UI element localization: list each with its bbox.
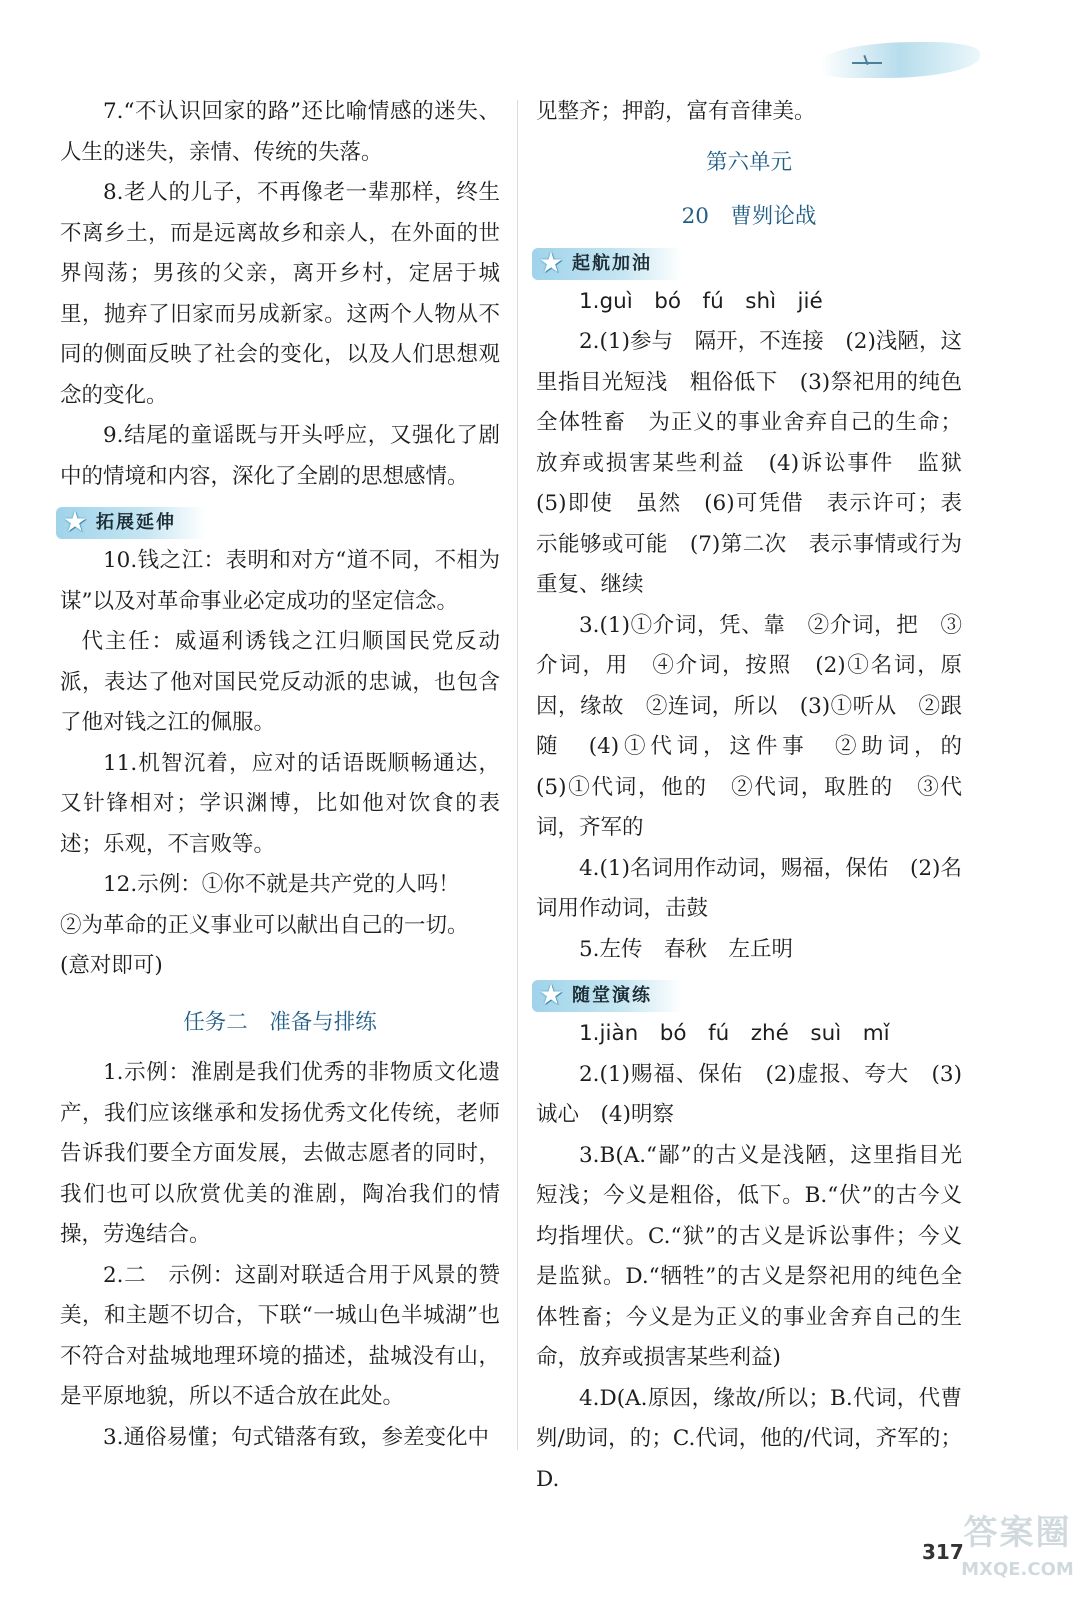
section-title: 起航加油 <box>572 252 652 274</box>
right-column <box>536 92 984 1500</box>
star-icon: ★ <box>538 245 564 279</box>
left-column <box>60 92 500 1458</box>
practice-answer-3: 3.B(A.“鄙”的古义是浅陋，这里指目光短浅；今义是粗俗，低下。B.“伏”的古今义均指埋伏。C.“狱”的古义是诉讼事件；今义是监狱。D.“牺牲”的古义是祭祀用的纯色全体牲畜；今义是为正义的事业舍弃自己的生命，放弃或损害某些利益) <box>536 1142 962 1370</box>
header-decoration <box>820 42 980 78</box>
start-answer-1: 1.guì bó fú shì jié <box>579 288 823 314</box>
answer-10-part-a: 10.钱之江：表明和对方“道不同，不相为谋”以及对革命事业必定成功的坚定信念。 <box>60 548 500 614</box>
start-answer-5: 5.左传 春秋 左丘明 <box>579 936 794 962</box>
unit-heading: 第六单元 <box>705 149 792 175</box>
star-icon: ★ <box>538 978 564 1011</box>
task-answer-1: 1.示例：淮剧是我们优秀的非物质文化遗产，我们应该继承和发扬优秀文化传统，老师告诉我们要全方面发展，去做志愿者的同时，我们也可以欣赏优美的淮剧，陶冶我们的情操，劳逸结合。 <box>60 1060 500 1247</box>
watermark-domain: MXQE.COM <box>961 1559 1074 1580</box>
start-answer-3: 3.(1)①介词，凭、靠 ②介词，把 ③介词，用 ④介词，按照 (2)①名词，原因，缘故 ②连词，所以 (3)①听从 ②跟随 (4)①代词，这件事 ②助词，的 (5)①代词，他的 ②代词，取胜的 ③代词，齐军的 <box>536 612 984 840</box>
section-title: 随堂演练 <box>572 985 652 1006</box>
answer-12-line-1: 12.示例：①你不就是共产党的人吗！ <box>103 872 460 897</box>
star-icon: ★ <box>62 505 88 538</box>
section-title: 拓展延伸 <box>96 512 176 533</box>
lesson-heading: 20 曹刿论战 <box>681 204 817 229</box>
column-divider <box>517 100 518 1450</box>
site-watermark <box>960 1508 1075 1596</box>
answer-8: 8.老人的儿子，不再像老一辈那样，终生不离乡土，而是远离故乡和亲人，在外面的世界闯荡；男孩的父亲，离开乡村，定居于城里，抛弃了旧家而另成新家。这两个人物从不同的侧面反映了社会的变化，以及人们思想观念的变化。 <box>60 180 500 408</box>
answer-12-line-2: ②为革命的正义事业可以献出自己的一切。 <box>60 912 469 938</box>
section-badge-start <box>532 245 682 280</box>
section-badge-extend <box>56 507 206 539</box>
page-number: 317 <box>922 1540 964 1564</box>
task-answer-3: 3.通俗易懂；句式错落有致，参差变化中 <box>103 1424 490 1450</box>
answer-10-part-b: 代主任：威逼利诱钱之江归顺国民党反动派，表达了他对国民党反动派的忠诚，也包含了他对钱之江的佩服。 <box>60 629 500 735</box>
section-badge-practice <box>532 980 682 1012</box>
answer-9: 9.结尾的童谣既与开头呼应，又强化了剧中的情境和内容，深化了全剧的思想感情。 <box>60 423 500 489</box>
practice-answer-4: 4.D(A.原因，缘故/所以；B.代词，代曹刿/助词，的；C.代词，他的/代词，齐军的；D. <box>536 1385 962 1492</box>
practice-answer-2: 2.(1)赐福、保佑 (2)虚报、夸大 (3)诚心 (4)明察 <box>536 1061 962 1127</box>
start-answer-4: 4.(1)名词用作动词，赐福，保佑 (2)名词用作动词，击鼓 <box>536 855 962 921</box>
continued-text: 见整齐；押韵，富有音律美。 <box>536 99 816 124</box>
answer-7: 7.“不认识回家的路”还比喻情感的迷失、人生的迷失，亲情、传统的失落。 <box>60 99 500 165</box>
task-heading: 任务二 准备与排练 <box>183 1009 377 1035</box>
practice-answer-1: 1.jiàn bó fú zhé suì mǐ <box>579 1021 890 1046</box>
task-answer-2: 2.二 示例：这副对联适合用于风景的赞美，和主题不切合，下联“一城山色半城湖”也不符合对盐城地理环境的描述，盐城没有山，是平原地貌，所以不适合放在此处。 <box>60 1262 500 1409</box>
watermark-logo-text: 答案圈 <box>963 1513 1072 1553</box>
answer-12-note: (意对即可) <box>60 953 163 978</box>
start-answer-2: 2.(1)参与 隔开，不连接 (2)浅陋，这里指目光短浅 粗俗低下 (3)祭祀用的纯色全体牲畜 为正义的事业舍弃自己的生命；放弃或损害某些利益 (4)诉讼事件 监狱 (5)即使 虽然 (6)可凭借 表示许可；表示能够或可能 (7)第二次 表示事情或行为重复、继续 <box>536 329 984 597</box>
answer-11: 11.机智沉着，应对的话语既顺畅通达，又针锋相对；学识渊博，比如他对饮食的表述；乐观，不言败等。 <box>60 750 500 857</box>
